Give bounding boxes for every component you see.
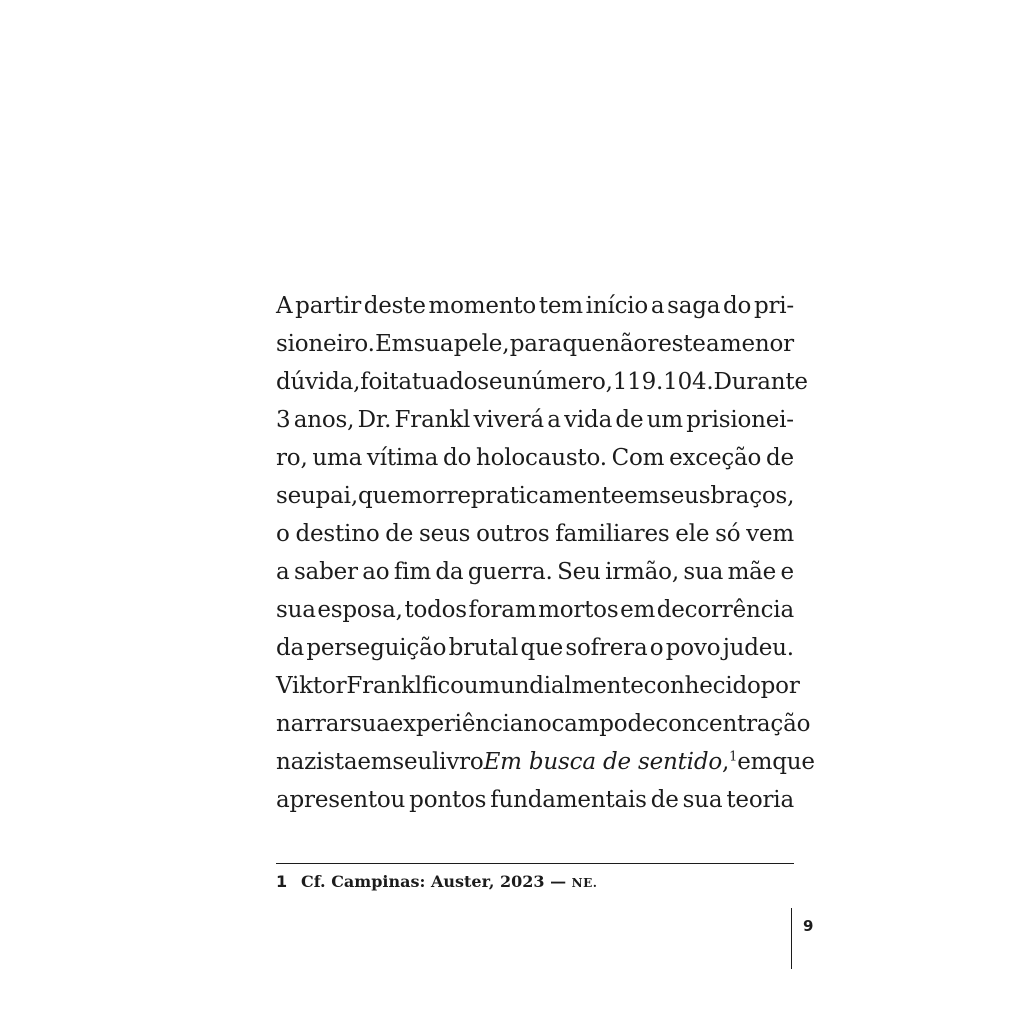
body-text bbox=[276, 287, 815, 819]
word: a bbox=[706, 331, 720, 357]
word: Viktor bbox=[276, 673, 347, 699]
word: tatuado bbox=[389, 369, 478, 395]
word: vítima bbox=[366, 445, 439, 471]
word: fim bbox=[393, 559, 431, 585]
word: esposa, bbox=[317, 597, 403, 623]
word: exceção bbox=[669, 445, 762, 471]
word: campo bbox=[551, 711, 628, 737]
comma: , bbox=[722, 749, 730, 775]
word: que bbox=[772, 749, 815, 775]
word: 3 bbox=[276, 407, 291, 433]
word: vida bbox=[564, 407, 613, 433]
word: de bbox=[385, 521, 414, 547]
word: em bbox=[624, 483, 660, 509]
word: pri- bbox=[753, 293, 794, 319]
word: deste bbox=[363, 293, 426, 319]
text-line bbox=[276, 743, 815, 781]
word: pele, bbox=[453, 331, 510, 357]
word: 119.104. bbox=[612, 369, 714, 395]
book-title bbox=[484, 743, 738, 781]
word: vem bbox=[746, 521, 794, 547]
text-line bbox=[276, 363, 808, 401]
word: mortos bbox=[538, 597, 619, 623]
word: e bbox=[780, 559, 794, 585]
word: uma bbox=[312, 445, 363, 471]
word: tem bbox=[538, 293, 583, 319]
text-line bbox=[276, 781, 794, 819]
text-line bbox=[276, 629, 794, 667]
word: em bbox=[620, 597, 656, 623]
word: mundialmente bbox=[478, 673, 644, 699]
word: a bbox=[276, 559, 290, 585]
word: do bbox=[723, 293, 752, 319]
word: irmão, bbox=[605, 559, 679, 585]
word: seu bbox=[276, 483, 316, 509]
word: todos bbox=[404, 597, 467, 623]
text-line bbox=[276, 287, 794, 325]
word: reste bbox=[647, 331, 706, 357]
word: foram bbox=[468, 597, 537, 623]
word: sua bbox=[276, 597, 316, 623]
word: da bbox=[435, 559, 464, 585]
word: o bbox=[649, 635, 664, 661]
word: partir bbox=[295, 293, 361, 319]
word: seu bbox=[477, 369, 517, 395]
word: não bbox=[605, 331, 648, 357]
word: nazista bbox=[276, 749, 358, 775]
word: sua bbox=[413, 331, 454, 357]
word: judeu. bbox=[722, 635, 794, 661]
word: sua bbox=[682, 787, 723, 813]
word: só bbox=[715, 521, 741, 547]
word: número, bbox=[516, 369, 613, 395]
word: seus bbox=[419, 521, 471, 547]
word: narrar bbox=[276, 711, 351, 737]
word: familiares bbox=[555, 521, 670, 547]
word: o bbox=[276, 521, 290, 547]
word: destino bbox=[295, 521, 380, 547]
text-line bbox=[276, 477, 794, 515]
word: Em bbox=[375, 331, 414, 357]
book-title-italic: Em busca de sentido bbox=[483, 749, 722, 775]
word: que bbox=[562, 331, 605, 357]
word: livro bbox=[432, 749, 484, 775]
folio-divider bbox=[791, 908, 792, 969]
word: viverá bbox=[473, 407, 544, 433]
word: Frankl bbox=[394, 407, 471, 433]
word: seu bbox=[392, 749, 433, 775]
word: do bbox=[442, 445, 472, 471]
word: apresentou bbox=[276, 787, 406, 813]
word: de bbox=[766, 445, 794, 471]
word: de bbox=[615, 407, 644, 433]
text-line bbox=[276, 667, 800, 705]
word: Durante bbox=[713, 369, 808, 395]
word: saga bbox=[667, 293, 721, 319]
text-line bbox=[276, 553, 794, 591]
word: dúvida, bbox=[276, 369, 361, 395]
footnote bbox=[276, 872, 597, 891]
word: menor bbox=[719, 331, 794, 357]
word: pai, bbox=[315, 483, 358, 509]
word: Dr. bbox=[357, 407, 392, 433]
word: em bbox=[737, 749, 773, 775]
word: da bbox=[276, 635, 305, 661]
footnote-divider bbox=[276, 863, 794, 864]
word: saber bbox=[293, 559, 358, 585]
word: ro, bbox=[276, 445, 308, 471]
word: ele bbox=[675, 521, 710, 547]
word: por bbox=[760, 673, 800, 699]
word: braços, bbox=[710, 483, 795, 509]
word: holocausto. bbox=[475, 445, 607, 471]
word: seus bbox=[659, 483, 711, 509]
footnote-text: Cf. Campinas: Auster, 2023 — bbox=[301, 872, 572, 891]
word: ao bbox=[362, 559, 390, 585]
word: que bbox=[520, 635, 564, 661]
text-line bbox=[276, 705, 811, 743]
word: conhecido bbox=[643, 673, 761, 699]
word: outros bbox=[476, 521, 550, 547]
word: morre bbox=[400, 483, 471, 509]
page-number: 9 bbox=[803, 917, 814, 935]
footnote-editor-note: NE. bbox=[571, 876, 598, 890]
word: sioneiro. bbox=[276, 331, 375, 357]
word: Seu bbox=[557, 559, 601, 585]
word: que bbox=[357, 483, 401, 509]
word: Com bbox=[611, 445, 665, 471]
word: sua bbox=[683, 559, 724, 585]
text-line bbox=[276, 591, 794, 629]
word: a bbox=[547, 407, 561, 433]
text-line bbox=[276, 439, 794, 477]
word: um bbox=[646, 407, 683, 433]
footnote-reference[interactable]: 1 bbox=[729, 749, 738, 765]
text-line bbox=[276, 325, 794, 363]
word: para bbox=[509, 331, 563, 357]
word: concentração bbox=[655, 711, 811, 737]
word: guerra. bbox=[467, 559, 553, 585]
word: mãe bbox=[727, 559, 777, 585]
word: de bbox=[627, 711, 656, 737]
word: a bbox=[650, 293, 665, 319]
word: experiência bbox=[389, 711, 524, 737]
word: sofrera bbox=[565, 635, 648, 661]
word: anos, bbox=[293, 407, 355, 433]
word: em bbox=[357, 749, 393, 775]
word: povo bbox=[665, 635, 721, 661]
word: sua bbox=[350, 711, 390, 737]
word: A bbox=[276, 293, 293, 319]
word: pontos bbox=[409, 787, 487, 813]
word: decorrência bbox=[656, 597, 794, 623]
word: fundamentais bbox=[490, 787, 647, 813]
word: prisionei- bbox=[686, 407, 794, 433]
word: teoria bbox=[726, 787, 794, 813]
word: início bbox=[585, 293, 649, 319]
word: Frankl bbox=[346, 673, 422, 699]
word: de bbox=[650, 787, 679, 813]
word: ficou bbox=[421, 673, 479, 699]
word: foi bbox=[360, 369, 390, 395]
word: brutal bbox=[448, 635, 519, 661]
word: no bbox=[523, 711, 552, 737]
word: perseguição bbox=[306, 635, 447, 661]
text-line bbox=[276, 515, 794, 553]
text-line bbox=[276, 401, 794, 439]
footnote-number: 1 bbox=[276, 872, 288, 891]
word: momento bbox=[428, 293, 537, 319]
word: praticamente bbox=[470, 483, 625, 509]
